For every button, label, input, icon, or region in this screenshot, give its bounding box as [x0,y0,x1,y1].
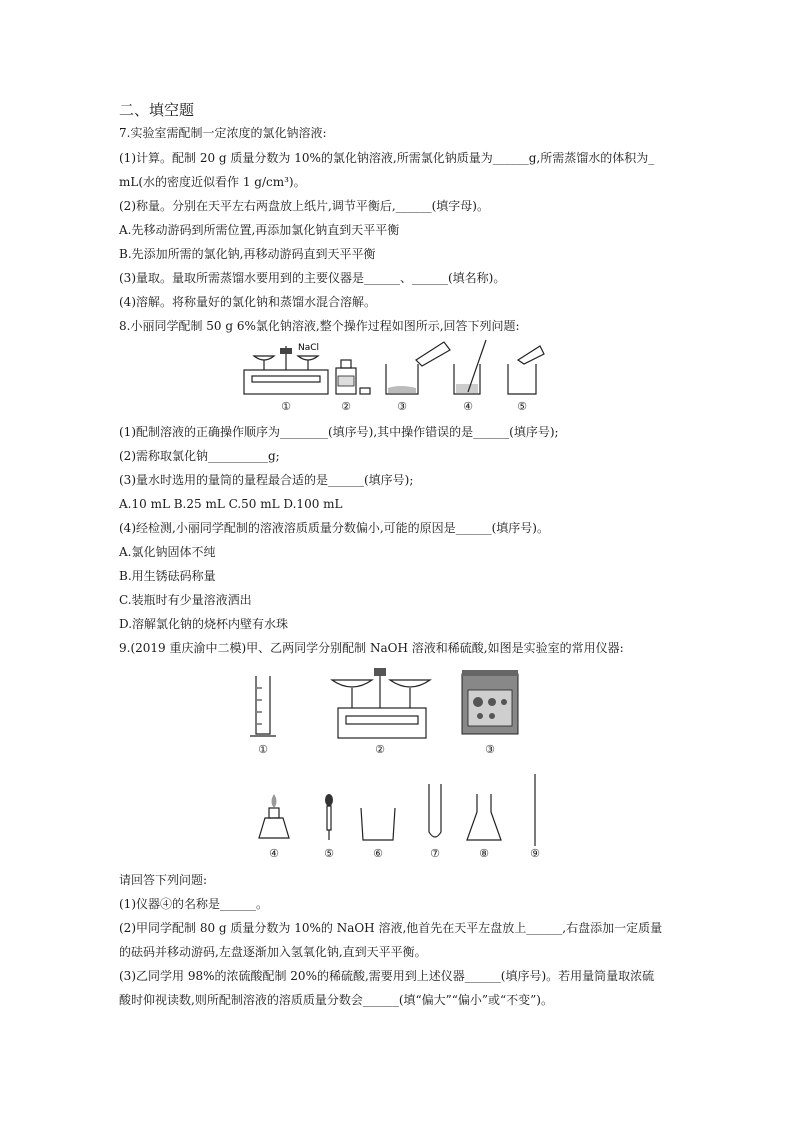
q9-line-1: (1)仪器④的名称是______。 [119,897,268,911]
q9-instruments-row-2 [255,770,555,866]
q9-line-5: 酸时仰视读数,则所配制溶液的溶质质量分数会______(填“偏大”“偏小”或“不变”)。 [119,993,553,1007]
q9-label-9: ⑨ [530,847,540,860]
section-title: 二、填空题 [119,101,195,119]
q9-label-8: ⑧ [479,847,489,860]
reagent-bottle-icon [336,360,370,394]
weights-box-icon [462,670,518,734]
q9-line-4: (3)乙同学用 98%的浓硫酸配制 20%的稀硫酸,需要用到上述仪器______(填序号)。若用量筒量取浓硫 [119,969,655,983]
q7-option-b: B.先添加所需的氯化钠,再移动游码直到天平平衡 [119,247,376,261]
nacl-label: NaCl [298,343,320,353]
q9-label-1: ① [258,743,268,756]
graduated-cylinder-icon [250,676,276,736]
q7-stem: 7.实验室需配制一定浓度的氯化钠溶液: [119,126,327,140]
q7-line-2: mL(水的密度近似看作 1 g/cm³)。 [119,175,306,189]
q8-label-4: ④ [463,400,473,413]
q8-line-1: (1)配制溶液的正确操作顺序为________(填序号),其中操作错误的是______(填序号); [119,425,559,439]
q7-line-1: (1)计算。配制 20 g 质量分数为 10%的氯化钠溶液,所需氯化钠质量为______g,所需蒸馏水的体积为_ [119,151,655,165]
beaker-pouring-solid-icon [508,346,544,394]
q9-line-3: 的砝码并移动游码,左盘逐渐加入氢氧化钠,直到天平平衡。 [119,945,427,959]
q8-label-3: ③ [397,400,407,413]
q9-stem: 9.(2019 重庆渝中二模)甲、乙两同学分别配制 NaOH 溶液和稀硫酸,如图是实验室的常用仪器: [119,641,624,655]
q9-row-2-drawing [255,770,555,866]
test-tube-icon [429,784,441,837]
balance-icon [244,346,328,394]
q7-line-6: (3)量取。量取所需蒸馏水要用到的主要仪器是______、______(填名称)。 [119,271,506,285]
q9-label-2: ② [375,743,385,756]
q7-line-3: (2)称量。分别在天平左右两盘放上纸片,调节平衡后,______(填字母)。 [119,199,489,213]
q8-label-2: ② [341,400,351,413]
q9-prompt: 请回答下列问题: [119,873,208,887]
q8-line-2: (2)需称取氯化钠__________g; [119,449,280,463]
q8-option-a: A.氯化钠固体不纯 [119,545,216,559]
q8-procedure-figure [240,338,560,416]
q9-label-4: ④ [269,847,279,860]
beaker-stirring-icon [454,340,486,394]
q8-label-1: ① [281,400,291,413]
q9-label-7: ⑦ [430,847,440,860]
dropper-icon [325,794,333,840]
beaker-pouring-icon [386,342,450,394]
alcohol-lamp-icon [259,794,289,838]
q9-instruments-row-1 [240,664,540,764]
q9-label-3: ③ [485,743,495,756]
beaker-icon [361,808,395,840]
conical-flask-icon [467,794,501,840]
q8-option-c: C.装瓶时有少量溶液洒出 [119,593,252,607]
q8-line-5: (4)经检测,小丽同学配制的溶液溶质质量分数偏小,可能的原因是______(填序号)。 [119,521,549,535]
q9-line-2: (2)甲同学配制 80 g 质量分数为 10%的 NaOH 溶液,他首先在天平左盘放上______,右盘添加一定质量 [119,921,663,935]
q8-option-b: B.用生锈砝码称量 [119,569,216,583]
q9-label-6: ⑥ [373,847,383,860]
q8-stem: 8.小丽同学配制 50 g 6%氯化钠溶液,整个操作过程如图所示,回答下列问题: [119,319,520,333]
q8-option-d: D.溶解氯化钠的烧杯内壁有水珠 [119,617,289,631]
q8-line-3: (3)量水时选用的量筒的量程最合适的是______(填序号); [119,473,414,487]
q8-label-5: ⑤ [517,400,527,413]
q7-option-a: A.先移动游码到所需位置,再添加氯化钠直到天平平衡 [119,223,400,237]
q8-line-4: A.10 mL B.25 mL C.50 mL D.100 mL [119,497,343,511]
q9-label-5: ⑤ [324,847,334,860]
q7-line-7: (4)溶解。将称量好的氯化钠和蒸馏水混合溶解。 [119,295,376,309]
platform-balance-icon [332,668,430,738]
